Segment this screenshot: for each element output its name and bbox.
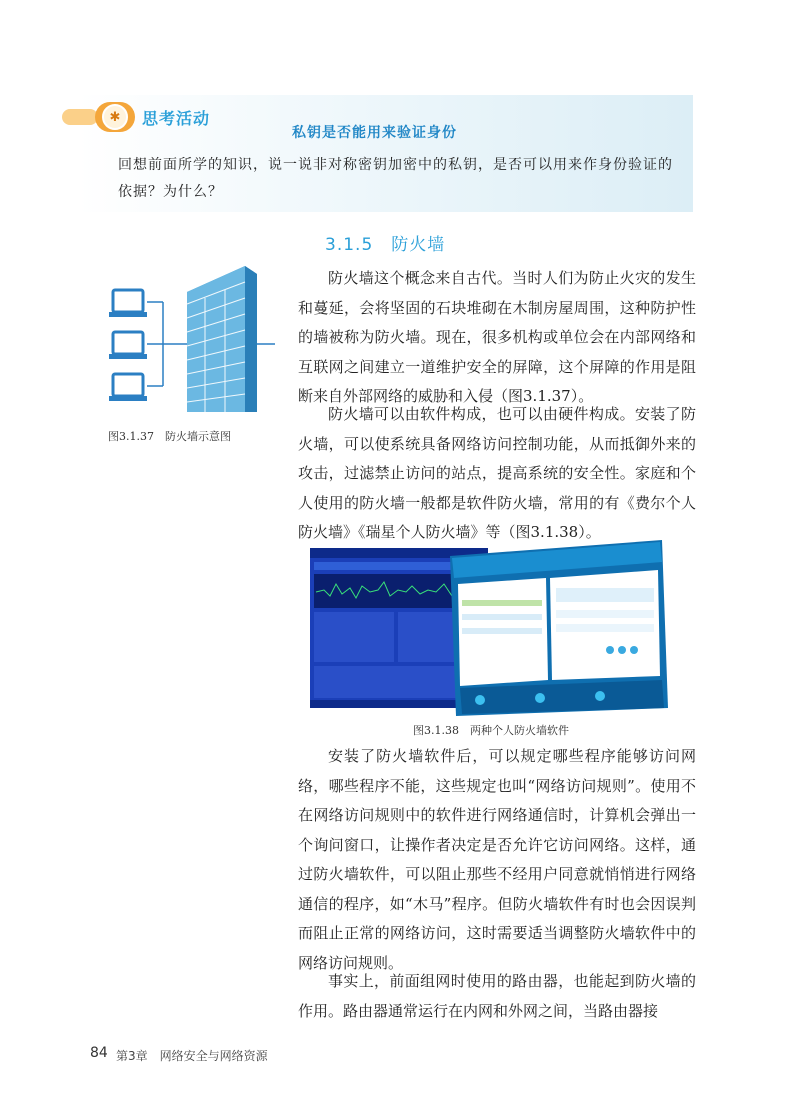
network-lines: [147, 302, 187, 386]
paragraph-router-firewall: 事实上，前面组网时使用的路由器，也能起到防火墙的作用。路由器通常运行在内网和外网之间，当路由器接: [298, 972, 696, 1020]
think-activity-subtitle: 私钥是否能用来验证身份: [292, 125, 457, 141]
computer-icon: [109, 332, 147, 359]
computer-icon: [109, 374, 147, 401]
firewall-software-screenshots: [310, 540, 668, 716]
think-activity-title: 思考活动: [142, 109, 211, 128]
software-window-right: [450, 540, 668, 716]
computer-icon: [109, 290, 147, 317]
brick-wall: [187, 266, 257, 412]
page-number: 84: [90, 1045, 108, 1061]
paragraph-firewall-origin: 防火墙这个概念来自古代。当时人们为防止火灾的发生和蔓延，会将坚固的石块堆砌在木制房屋周围，这种防护性的墙被称为防火墙。现在，很多机构或单位会在内部网络和互联网之间建立一道维护安全的屏障，这个屏障的作用是阻断来自外部网络的威胁和入侵（图3.1.37）。: [298, 269, 696, 405]
section-heading: 3.1.5 防火墙: [325, 235, 446, 255]
figure-caption-3-1-38: 图3.1.38 两种个人防火墙软件: [413, 724, 569, 737]
paragraph-firewall-types: 防火墙可以由软件构成，也可以由硬件构成。安装了防火墙，可以使系统具备网络访问控制功能，从而抵御外来的攻击，过滤禁止访问的站点，提高系统的安全性。家庭和个人使用的防火墙一般都是软件防火墙，常用的有《费尔个人防火墙》《瑞星个人防火墙》等（图3.1.38）。: [298, 405, 696, 541]
lightbulb-icon: ✱: [102, 104, 128, 130]
footer-chapter-title: 第3章 网络安全与网络资源: [116, 1049, 268, 1063]
figure-caption-3-1-37: 图3.1.37 防火墙示意图: [108, 430, 231, 443]
think-activity-badge: [95, 102, 135, 132]
think-activity-ribbon: [62, 109, 98, 125]
paragraph-access-rules: 安装了防火墙软件后，可以规定哪些程序能够访问网络，哪些程序不能，这些规定也叫“网络访问规则”。使用不在网络访问规则中的软件进行网络通信时，计算机会弹出一个询问窗口，让操作者决定是否允许它访问网络。这样，通过防火墙软件，可以阻止那些不经用户同意就悄悄进行网络通信的程序，如“木马”程序。但防火墙软件有时也会因误判而阻止正常的网络访问，这时需要适当调整防火墙软件中的网络访问规则。: [298, 747, 696, 972]
firewall-diagram: [105, 262, 275, 412]
think-activity-body: 回想前面所学的知识，说一说非对称密钥加密中的私钥，是否可以用来作身份验证的依据？为什么？: [118, 157, 673, 200]
